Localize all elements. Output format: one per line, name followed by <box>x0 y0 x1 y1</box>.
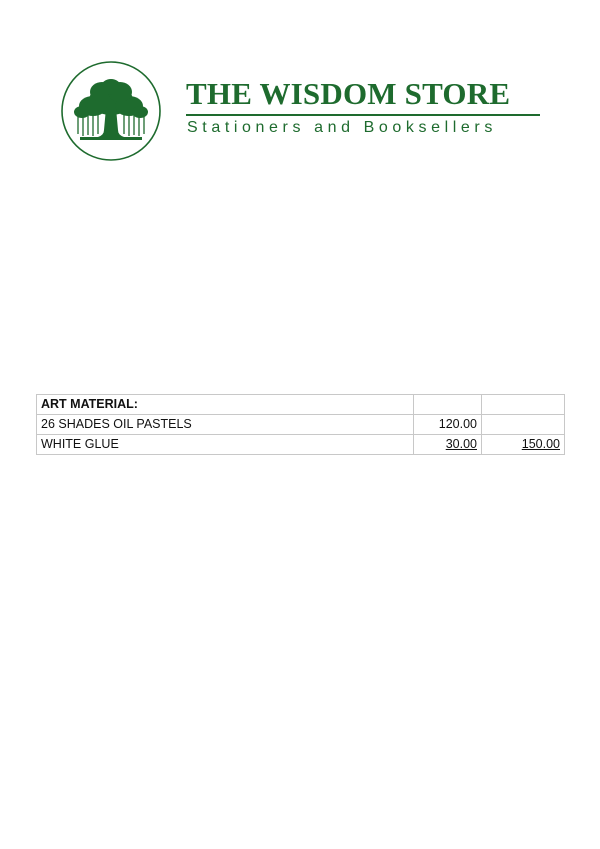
item-name: WHITE GLUE <box>37 435 414 455</box>
table-row <box>37 435 565 455</box>
section-total: 150.00 <box>482 435 565 455</box>
store-name: THE WISDOM STORE <box>186 76 511 111</box>
empty-cell <box>414 395 482 415</box>
item-price: 120.00 <box>414 415 482 435</box>
table-section-row <box>37 395 565 415</box>
item-name: 26 SHADES OIL PASTELS <box>37 415 414 435</box>
table-row <box>37 415 565 435</box>
store-logo <box>60 60 162 162</box>
brand-divider <box>186 114 540 116</box>
empty-cell <box>482 395 565 415</box>
items-table <box>36 394 565 455</box>
section-label: ART MATERIAL: <box>37 395 414 415</box>
store-tagline: Stationers and Booksellers <box>187 119 497 136</box>
banyan-tree-icon <box>60 60 162 162</box>
item-price: 30.00 <box>414 435 482 455</box>
item-total <box>482 415 565 435</box>
